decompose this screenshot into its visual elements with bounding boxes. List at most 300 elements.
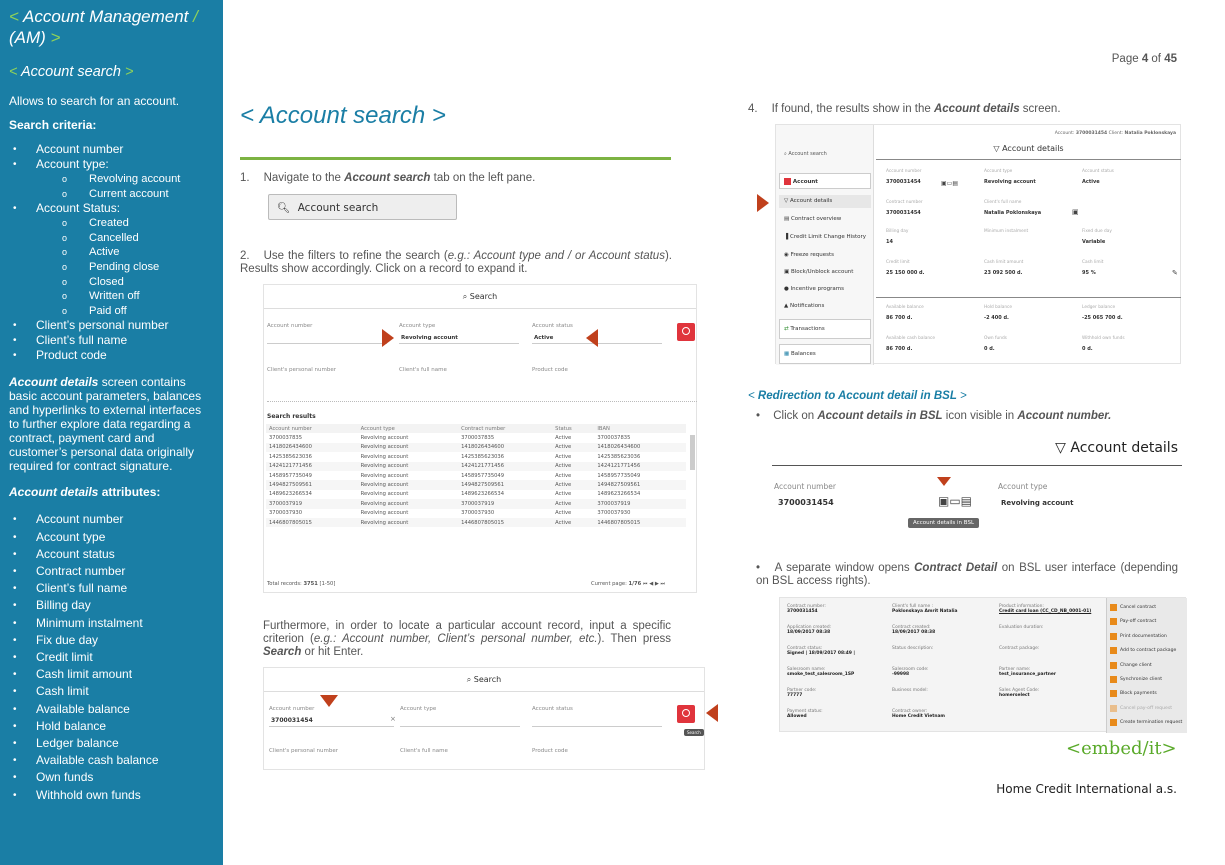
contract-field [999,625,1103,630]
field-label: Account status [532,706,573,712]
action-label: Block payments [1120,691,1157,697]
total-records [267,581,335,587]
list-item: • Withhold own funds [9,787,214,804]
table-cell: Active [555,491,572,498]
contract-field-value: test_insurance_partner [999,672,1057,677]
divider [876,297,1181,298]
contract-field-label: Status description: [892,646,934,651]
detail-label: Account status [1082,169,1114,174]
table-cell: 3700037930 [597,510,631,517]
table-row[interactable] [266,433,686,442]
account-context [1055,131,1176,136]
table-row[interactable] [266,509,686,518]
contract-action-button[interactable] [1107,645,1187,657]
search-button[interactable] [677,705,695,723]
search-by-number-screenshot [263,667,705,770]
detail-value: Variable [1082,239,1106,245]
list-item: o Created [62,216,214,231]
table-cell: 1494827509561 [458,480,552,489]
menu-item-account[interactable] [784,178,818,185]
step-text: Use the filters to refine the search ( [263,250,448,262]
details-title-text: Account details [1002,144,1064,153]
action-label: Synchronize client [1120,677,1163,682]
table-cell: 1446807805015 [266,518,358,527]
detail-value: 25 150 000 d. [886,270,925,276]
contract-field-label: Contract owner: [892,709,928,714]
attr-rest: attributes: [98,485,161,500]
bsl-link-icon[interactable]: ▣▭▤ [938,494,973,508]
table-cell: 1418026434600 [458,443,552,452]
field-label: Account status [532,323,573,329]
table-cell: Revolving account [358,480,459,489]
search-tooltip: Search [684,729,704,736]
list-item: o Written off [62,289,214,304]
step-text: tab on the left pane. [430,172,536,184]
list-item: • Ledger balance [9,735,214,752]
contract-field [787,646,891,656]
list-item: o Closed [62,275,214,290]
status-value[interactable]: Active [534,335,554,341]
search-header [264,285,696,309]
menu-label: Account [792,179,818,185]
details-description [9,375,214,473]
field-label: Account type [399,323,436,329]
status-list [62,216,214,318]
bsl-icon-screenshot [772,430,1182,535]
search-button[interactable] [677,323,695,341]
chart-icon: ▐ [784,234,789,240]
list-item: • Credit limit [9,649,214,666]
list-item: • Client’s full name [9,333,214,348]
detail-value: 0 d. [1082,346,1093,352]
table-header [266,424,686,433]
account-search-nav-button[interactable] [268,194,457,220]
list-item: • Contract number [9,563,214,580]
action-label: Cancel contract [1120,605,1157,610]
contract-field-label: Product information: [999,604,1044,609]
detail-value: Active [1082,179,1100,185]
title-sep: / [188,7,198,26]
ctx-value: Natalia Poklonskaya [1124,131,1176,136]
contract-field [892,646,996,651]
table-cell: 1425385623036 [597,453,641,460]
transactions-icon: ⇄ [784,326,789,332]
pagination-icon[interactable]: ⏮ ◀ ▶ ⏭ [642,581,666,587]
list-item [9,201,214,318]
arrow-icon [1110,618,1117,625]
table-row[interactable] [266,462,686,471]
table-cell: 1424121771456 [458,462,552,471]
table-cell: 1489623266534 [461,491,505,498]
details-title [1055,440,1178,456]
contract-action-button[interactable] [1107,717,1187,729]
table-cell: 3700037930 [461,510,495,517]
page-title: < Account search > [240,102,446,129]
list-item: • Billing day [9,597,214,614]
total-label: Total records: [267,581,304,587]
contract-field [787,625,891,635]
list-item: o Paid off [62,304,214,319]
contract-field-label: Partner code: [787,688,817,693]
arrow-right-icon [382,329,394,347]
list-item: • Hold balance [9,718,214,735]
filter-icon: ▽ [784,198,789,204]
account-icon [784,178,791,185]
table-cell: 1494827509561 [266,480,358,489]
contract-field [892,709,996,719]
table-row[interactable] [266,499,686,508]
furthermore-text [263,620,671,659]
page-total: 45 [1164,53,1177,65]
sidebar-intro: Allows to search for an account. [9,94,180,108]
table-cell: Active [555,472,572,479]
search-label: Search [469,292,498,301]
contract-field-value: Signed | 18/09/2017 08:49 | [787,651,856,656]
list-item: • Fix due day [9,632,214,649]
table-row[interactable] [266,452,686,461]
menu-item-block[interactable] [784,269,853,275]
contract-field-label: Contract number: [787,604,826,609]
table-cell: 3700037835 [461,435,495,442]
document-icon: ▤ [784,216,790,222]
contract-action-button[interactable] [1107,703,1187,715]
scrollbar[interactable] [690,435,695,470]
contract-field-label: Contract package: [999,646,1040,651]
column-header[interactable]: Account number [266,424,358,433]
detail-label: Minimum instalment [984,229,1029,234]
bullet-text: icon visible in [942,410,1018,422]
search-results-screenshot [263,284,697,593]
menu-item-freeze[interactable] [784,252,834,258]
table-cell: 1489623266534 [269,491,312,498]
search-icon: ⌕ [466,675,472,684]
contract-field-label: Evaluation duration: [999,625,1044,630]
arrow-down-icon [937,477,951,486]
arrow-right-icon [757,194,769,212]
table-cell: 1425385623036 [269,453,312,460]
contract-field [999,688,1103,698]
criteria-list [9,142,214,363]
detail-label: Cash limit amount [984,260,1024,265]
contract-action-button[interactable] [1107,602,1187,614]
step-italic: e.g.: Account type and / or Account status [447,250,665,262]
table-cell: Revolving account [360,510,409,517]
lock-icon: ▣ [784,269,790,275]
contract-action-button[interactable] [1107,631,1187,643]
title-bracket: < [9,7,24,26]
step-2 [240,250,672,276]
list-item: • Client’s full name [9,580,214,597]
list-item: • Cash limit amount [9,666,214,683]
account-number-input[interactable]: 3700031454 [271,717,313,724]
action-label: Change client [1120,662,1152,668]
bullet-bold: Contract Detail [914,562,998,574]
step-text: Navigate to the [263,172,345,184]
menu-item-incentive[interactable] [784,286,844,292]
item-text: Account type: [36,157,109,171]
list-item: • Available cash balance [9,752,214,769]
bell-icon: ▲ [784,303,789,309]
fur-text: ). Then press [597,633,671,645]
attributes-list [9,511,214,803]
table-cell: Revolving account [360,491,409,498]
bsl-icons[interactable] [941,180,958,187]
contract-field-label: Sales Agent Code: [999,688,1040,693]
menu-label: Balances [790,351,816,357]
list-item: • Minimum instalment [9,615,214,632]
detail-value: 14 [886,239,893,245]
detail-value: 3700031454 [886,179,921,185]
field-label: Client's full name [400,748,448,754]
detail-label: Account type [984,169,1013,174]
detail-label: Available balance [886,305,924,310]
column-header[interactable]: Account type [358,424,459,433]
filter-icon: ▽ [1055,440,1066,456]
divider [267,401,697,402]
step-text: ). Results show accordingly. Click on a record to expand it. [240,250,672,275]
contract-field-label: Salesroom name: [787,667,826,672]
field-label: Account type [998,482,1048,491]
detail-value: 3700031454 [886,210,921,216]
detail-value: 86 700 d. [886,315,913,321]
table-cell: 1458957735049 [597,472,641,479]
detail-value: 0 d. [984,346,995,352]
contract-field-label: Contract created: [892,625,931,630]
tab-label: Account search [788,151,827,157]
bsl-tooltip: Account details in BSL [908,518,979,528]
title-sub: (AM) [9,28,46,47]
column-header[interactable]: Status [552,424,594,433]
account-number-value: 3700031454 [778,498,834,507]
list-item: o Active [62,245,214,260]
table-cell: Revolving account [358,443,459,452]
menu-label: Incentive programs [790,286,844,292]
table-body [266,433,686,527]
contract-field [999,646,1103,651]
balances-icon: ▦ [784,351,790,357]
input-line [269,726,394,727]
redirection-heading [748,390,967,402]
table-row[interactable] [266,518,686,527]
divider [876,159,1181,160]
edit-icon[interactable]: ✎ [1172,269,1178,277]
detail-label: Fixed due day [1082,229,1112,234]
arrow-icon [1110,690,1117,697]
menu-item-balances[interactable] [784,351,816,357]
table-row[interactable] [266,490,686,499]
detail-value: Revolving account [984,179,1036,185]
contract-field-label: Application created: [787,625,832,630]
table-cell: 3700037835 [597,435,631,442]
subtitle-text: Account search [20,64,121,80]
contract-field-label: Payment status: [787,709,823,714]
table-cell: Revolving account [360,453,409,460]
list-item: • Product code [9,348,214,363]
list-item [9,157,214,201]
menu-item-contract-overview[interactable] [784,216,841,222]
contact-card-icon[interactable]: ▣ [1072,208,1079,216]
detail-label: Available cash balance [886,336,936,341]
field-label: Account number [269,706,315,712]
contract-field-label: Partner name: [999,667,1031,672]
contract-field-value: Home Credit Vietnam [892,714,945,719]
contract-field [787,688,891,698]
menu-item-credit-limit[interactable] [784,234,866,240]
detail-label: Account number [886,169,922,174]
table-cell: 3700037919 [266,499,358,508]
sidebar [0,0,223,865]
bullet-click: • Click on Account details in BSL icon visible in Account number. [756,410,1112,422]
detail-value: Natalia Poklonskaya [984,210,1042,216]
table-cell: Active [552,443,594,452]
search-header [264,668,704,692]
detail-label: Hold balance [984,305,1013,310]
arrow-down-icon [320,695,338,707]
table-cell: 3700037930 [269,510,303,517]
ctx-value: 3700031454 [1075,131,1108,136]
detail-label: Own funds [984,336,1007,341]
page-current: 4 [1141,53,1149,65]
arrow-icon [1110,719,1117,726]
step-bold: Account search [344,172,431,184]
account-search-tab[interactable] [784,151,827,157]
results-table [266,424,686,527]
ctx-label: Account: [1054,131,1076,136]
field-label: Client's full name [399,367,447,373]
action-panel [1106,598,1187,733]
list-item: • Account number [9,142,214,157]
table-cell: Revolving account [360,435,409,442]
menu-item-transactions[interactable] [784,326,825,332]
table-cell: Active [552,480,594,489]
contract-field-value: homerselect [999,693,1030,698]
table-cell: 1424121771456 [594,462,686,471]
desc-bold: Account details [9,375,99,390]
bsl-link-icon[interactable]: ▣▭▤ [941,180,959,187]
table-cell: Active [552,518,594,527]
action-label: Create termination request [1120,720,1183,726]
table-row[interactable] [266,471,686,480]
list-item: • Account status [9,546,214,563]
table-cell: 1494827509561 [594,480,686,489]
account-details-screenshot [775,124,1181,364]
page-label: Current page: [591,581,629,587]
arrow-left-icon [706,704,718,722]
list-item: • Own funds [9,769,214,786]
sidebar-subtitle [9,64,214,80]
list-item: • Client’s personal number [9,318,214,333]
contract-action-button[interactable] [1107,688,1187,700]
contract-field-value: 3700031454 [787,609,818,614]
field-label: Product code [532,748,568,754]
field-label: Account type [400,706,437,712]
company-name: Home Credit International a.s. [996,782,1177,796]
field-label: Account number [267,323,313,329]
table-cell: Active [552,499,594,508]
contract-field [787,667,891,677]
step-text: If found, the results show in the [771,103,934,115]
contract-field-label: Salesroom code: [892,667,929,672]
arrow-left-icon [586,329,598,347]
menu-label: Notifications [789,303,825,309]
menu-label: Credit Limit Change History [789,234,867,240]
action-label: Cancel pay-off request [1120,705,1173,711]
freeze-icon: ◉ [784,252,789,258]
table-cell: 1424121771456 [266,462,358,471]
input-line [532,726,662,727]
menu-item-account-details[interactable] [784,198,832,204]
title-divider [240,157,671,160]
column-header[interactable]: Contract number [458,424,552,433]
bullet-text: Click on [773,410,818,422]
column-header[interactable]: IBAN [594,424,686,433]
menu-label: Transactions [790,326,825,332]
account-type-value: Revolving account [1001,499,1074,507]
contract-field-value: Credit card loan (CC_CD_NB_0001-01) [999,609,1092,614]
contract-field-value: smoke_test_salesroom_1SP [787,672,855,677]
details-title [876,144,1181,153]
contract-detail-screenshot [779,597,1186,732]
list-item: • Cash limit [9,683,214,700]
arrow-icon [1110,662,1117,669]
step-num: 4. [748,103,758,115]
menu-item-notifications[interactable] [784,303,824,309]
fur-text: or hit Enter. [301,646,364,658]
menu-label: Account details [789,198,833,204]
field-label: Client's personal number [269,748,339,754]
table-cell: Revolving account [358,462,459,471]
clear-icon[interactable]: × [390,715,396,723]
contract-action-button[interactable] [1107,674,1187,686]
table-row[interactable] [266,443,686,452]
contract-field-value: 18/09/2017 08:38 [787,630,831,635]
table-row[interactable] [266,480,686,489]
type-list [62,172,214,201]
search-icon: 🔍︎ [277,202,291,214]
list-item: • Account type [9,529,214,546]
contract-field-value: Poklonskaya Amrit Natalia [892,609,958,614]
left-menu [776,125,874,365]
input-line [399,343,519,344]
list-item: o Pending close [62,260,214,275]
table-cell: 1425385623036 [461,453,505,460]
menu-label: Freeze requests [790,252,835,258]
criteria-heading: Search criteria: [9,118,97,132]
lt: < [748,390,758,402]
table-cell: 1458957735049 [461,472,505,479]
divider [772,465,1182,466]
results-grid [266,424,686,527]
details-title-text: Account details [1070,440,1178,456]
fur-text: Furthermore, in order to locate a particular account record, input a specific criterion ( [263,620,671,645]
contract-action-button[interactable] [1107,660,1187,672]
title-bracket-close: > [45,28,61,47]
table-cell: 3700037835 [269,435,303,442]
table-cell: Active [555,510,572,517]
list-item: o Cancelled [62,231,214,246]
field-label: Client's personal number [267,367,337,373]
field-label: Product code [532,367,568,373]
table-cell: Active [555,453,572,460]
table-cell: Revolving account [360,472,409,479]
detail-label: Cash limit [1082,260,1104,265]
type-value[interactable]: Revolving account [401,335,458,341]
table-cell: 1418026434600 [266,443,358,452]
table-cell: Active [555,435,572,442]
contract-field [999,604,1103,614]
contract-action-button[interactable] [1107,616,1187,628]
bullet-bold: Account details in BSL [817,410,943,422]
